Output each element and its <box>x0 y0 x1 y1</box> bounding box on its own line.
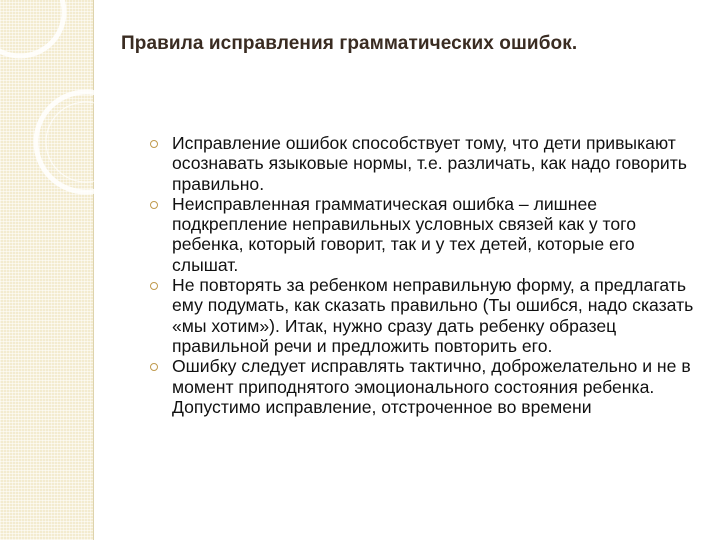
bullet-item <box>150 356 695 417</box>
bullet-item <box>150 275 695 356</box>
bullet-item <box>150 133 695 194</box>
bullet-item <box>150 194 695 275</box>
bullet-list <box>150 133 695 417</box>
bullet-text: Не повторять за ребенком неправильную форму, а предлагать ему подумать, как сказать правильно (Ты ошибся, надо сказать «мы хотим»). Итак, нужно сразу дать ребенку образец правильной речи и предложить повторить его. <box>172 275 694 356</box>
slide-title: Правила исправления грамматических ошибок. <box>121 33 578 54</box>
bullet-circle-icon <box>150 201 158 209</box>
decorative-circles <box>0 0 94 200</box>
bullet-circle-icon <box>150 140 158 148</box>
bullet-text: Исправление ошибок способствует тому, что дети привыкают осознавать языковые нормы, т.е. различать, как надо говорить правильно. <box>172 133 687 194</box>
bullet-circle-icon <box>150 363 158 371</box>
bullet-text: Ошибку следует исправлять тактично, доброжелательно и не в момент приподнятого эмоционального состояния ребенка. Допустимо исправление, отстроченное во времени <box>172 356 691 417</box>
bullet-text: Неисправленная грамматическая ошибка – лишнее подкрепление неправильных условных связей как у того ребенка, который говорит, так и у тех детей, которые его слышат. <box>172 193 636 275</box>
bullet-circle-icon <box>150 282 158 290</box>
